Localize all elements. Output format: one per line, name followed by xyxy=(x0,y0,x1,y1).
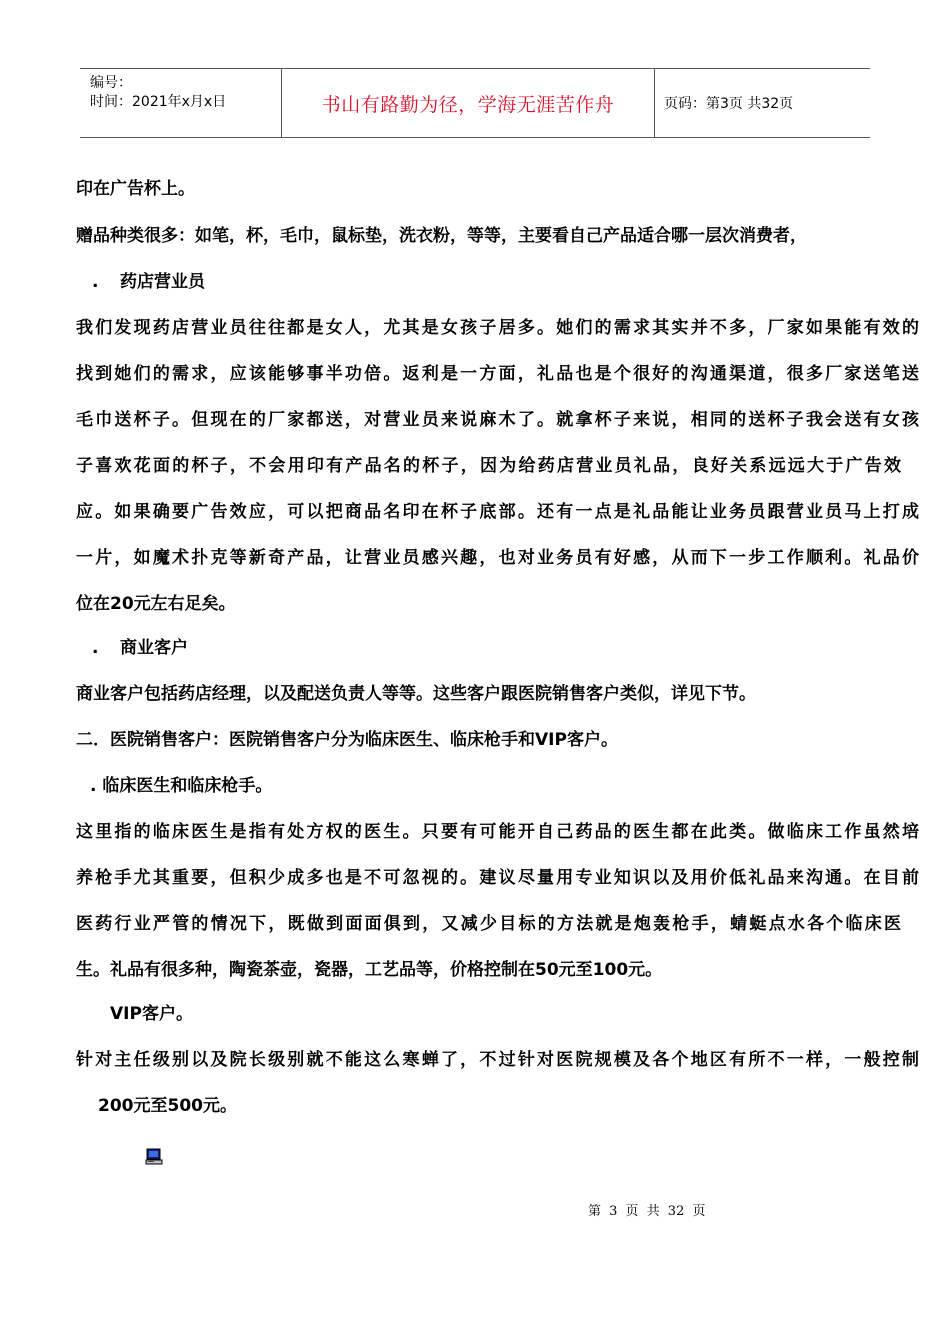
paragraph-line: 毛巾送杯子。但现在的厂家都送，对营业员来说麻木了。就拿杯子来说，相同的送杯子我会送有女孩 xyxy=(76,410,919,430)
paragraph-line: 针对主任级别以及院长级别就不能这么寒蝉了，不过针对医院规模及各个地区有所不一样，一般控制 xyxy=(76,1050,919,1070)
header-page-label: 页码：第3页 共32页 xyxy=(664,96,794,112)
section-heading-hospital: 二．医院销售客户：医院销售客户分为临床医生、临床枪手和VIP客户。 xyxy=(76,730,618,750)
paragraph-line: 找到她们的需求，应该能够事半功倍。返利是一方面，礼品也是个很好的沟通渠道，很多厂家送笔送 xyxy=(76,364,919,384)
section-heading-pharmacy xyxy=(76,271,926,293)
paragraph-line: 我们发现药店营业员往往都是女人，尤其是女孩子居多。她们的需求其实并不多，厂家如果能有效的 xyxy=(76,318,919,338)
paragraph-line: 子喜欢花面的杯子，不会用印有产品名的杯子，因为给药店营业员礼品，良好关系远远大于广告效 xyxy=(76,456,901,476)
section-title: 商业客户 xyxy=(120,638,188,658)
paragraph-clinical xyxy=(76,821,926,981)
document-time-label: 时间：2021年x月x日 xyxy=(90,94,227,110)
computer-icon xyxy=(145,1148,163,1166)
bullet-marker: . xyxy=(92,638,99,658)
paragraph-line: 医药行业严管的情况下，既做到面面俱到，又减少目标的方法就是炮轰枪手，蜻蜓点水各个临床医 xyxy=(76,914,901,934)
paragraph-pharmacy xyxy=(76,317,926,615)
header-motto: 书山有路勤为径，学海无涯苦作舟 xyxy=(321,93,615,116)
document-number-label: 编号： xyxy=(90,75,132,91)
paragraph-line: 一片，如魔术扑克等新奇产品，让营业员感兴趣，也对业务员有好感，从而下一步工作顺利。礼品价 xyxy=(76,548,919,568)
paragraph-line: 200元至500元。 xyxy=(98,1096,237,1116)
header-motto-cell xyxy=(282,69,655,137)
text-line: 赠品种类很多：如笔，杯，毛巾，鼠标垫，洗衣粉，等等，主要看自己产品适合哪一层次消费者， xyxy=(76,226,807,246)
paragraph-line: 应。如果确要广告效应，可以把商品名印在杯子底部。还有一点是礼品能让业务员跟营业员马上打成 xyxy=(76,502,919,522)
header-page-cell xyxy=(655,69,870,137)
paragraph-commercial: 商业客户包括药店经理，以及配送负责人等等。这些客户跟医院销售客户类似，详见下节。 xyxy=(76,684,756,704)
document-header xyxy=(80,68,870,138)
section-heading-vip: VIP客户。 xyxy=(110,1004,193,1024)
section-heading-clinical: . 临床医生和临床枪手。 xyxy=(90,776,273,796)
paragraph-line: 位在20元左右足矣。 xyxy=(76,594,236,614)
header-info-cell xyxy=(80,69,282,137)
paragraph-line: 这里指的临床医生是指有处方权的医生。只要有可能开自己药品的医生都在此类。做临床工作虽然培 xyxy=(76,822,919,842)
paragraph-line: 养枪手尤其重要，但积少成多也是不可忽视的。建议尽量用专业知识以及用价低礼品来沟通。在目前 xyxy=(76,868,919,888)
paragraph-vip xyxy=(76,1049,926,1117)
section-title: 药店营业员 xyxy=(120,272,205,292)
bullet-marker: . xyxy=(92,272,99,292)
text-line: 印在广告杯上。 xyxy=(76,179,195,199)
section-heading-commercial xyxy=(76,637,926,659)
paragraph-line: 生。礼品有很多种，陶瓷茶壶，瓷器，工艺品等，价格控制在50元至100元。 xyxy=(76,960,663,980)
footer-page-number: 第 3 页 共 32 页 xyxy=(588,1204,706,1219)
